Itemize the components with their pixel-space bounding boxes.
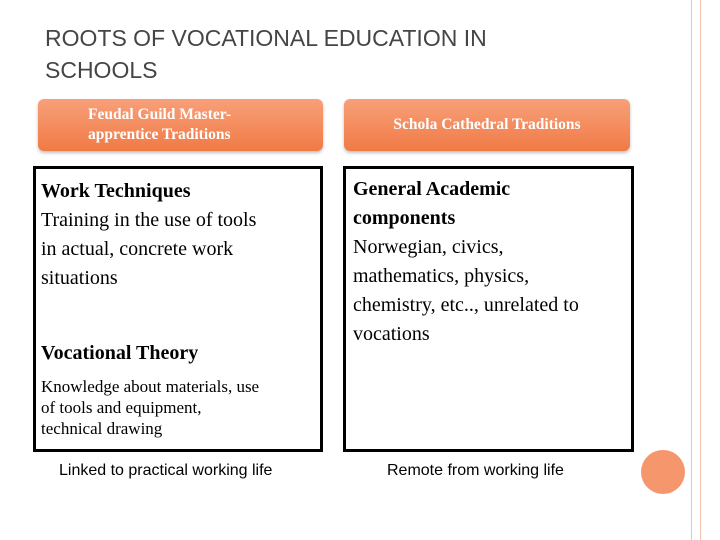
academic-heading-line: components [353, 207, 456, 229]
left-content-box [33, 166, 323, 452]
left-column-header [38, 99, 323, 151]
left-footer-label: Linked to practical working life [59, 462, 273, 479]
academic-heading-line: General Academic [353, 178, 511, 200]
academic-body-line: mathematics, physics, [353, 265, 530, 287]
decorative-vertical-line [700, 0, 701, 540]
decorative-vertical-line [691, 0, 692, 540]
work-techniques-line: situations [41, 267, 118, 289]
right-footer-label: Remote from working life [387, 462, 564, 479]
decorative-circle [641, 450, 685, 494]
academic-body-line: Norwegian, civics, [353, 236, 504, 258]
work-techniques-heading: Work Techniques [41, 180, 191, 202]
left-header-line: apprentice Traditions [88, 126, 231, 143]
vocational-theory-line: technical drawing [41, 419, 163, 438]
slide-title [45, 22, 645, 86]
academic-body-line: vocations [353, 323, 430, 345]
vocational-theory-line: Knowledge about materials, use [41, 377, 260, 396]
left-header-line: Feudal Guild Master- [88, 106, 232, 123]
work-techniques-line: in actual, concrete work [41, 238, 234, 260]
work-techniques-line: Training in the use of tools [41, 209, 257, 231]
right-column-header [344, 99, 630, 151]
slide-title-line: ROOTS OF VOCATIONAL EDUCATION IN [45, 25, 487, 51]
vocational-theory-line: of tools and equipment, [41, 398, 202, 417]
academic-body-line: chemistry, etc.., unrelated to [353, 294, 579, 316]
right-header-text: Schola Cathedral Traditions [393, 116, 581, 133]
vocational-theory-heading: Vocational Theory [41, 342, 199, 364]
slide-title-line: SCHOOLS [45, 57, 158, 83]
right-content-box [343, 166, 634, 452]
